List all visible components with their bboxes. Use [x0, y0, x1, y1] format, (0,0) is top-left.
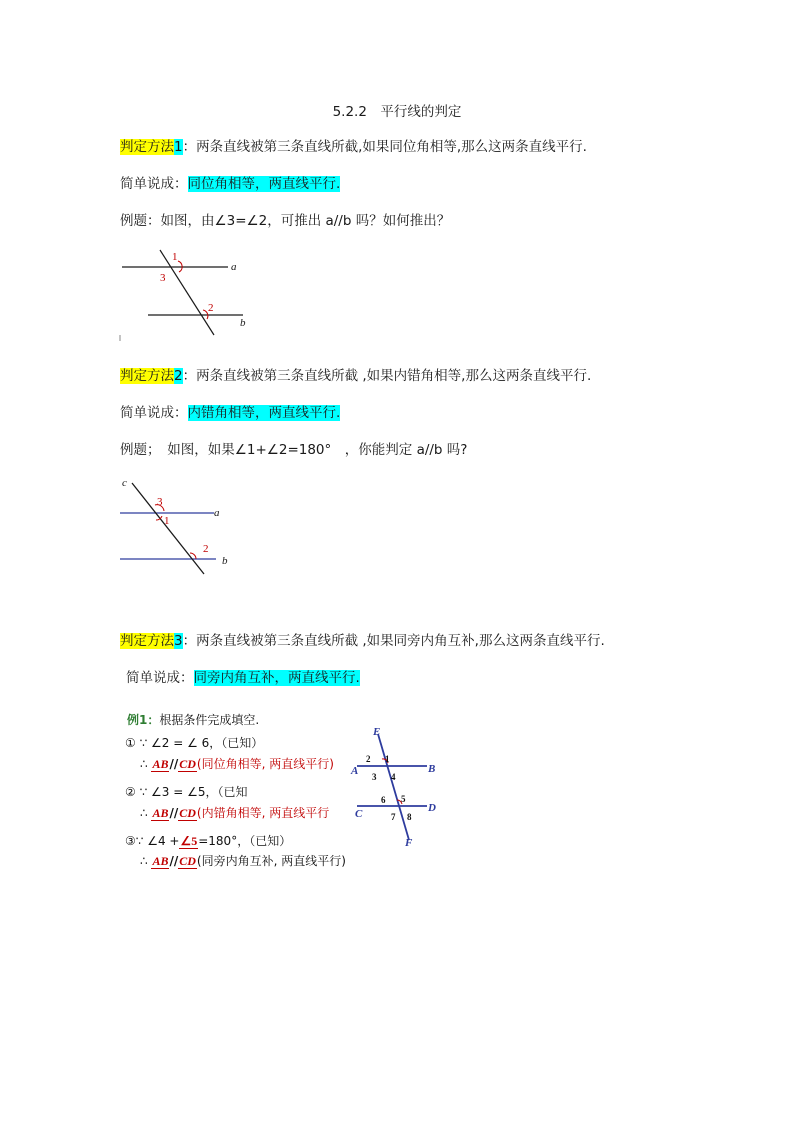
- exercise-item2-condition: ② ∵ ∠3 = ∠5，（已知: [125, 785, 248, 799]
- method2-text: ：两条直线被第三条直线所截 ,如果内错角相等,那么这两条直线平行.: [182, 368, 592, 384]
- page-title: 5.2.2 平行线的判定: [332, 104, 462, 120]
- therefore-symbol: ∴: [140, 854, 148, 868]
- fig2-label-a: a: [214, 507, 220, 519]
- method2-statement: [120, 366, 591, 386]
- method2-label: 判定方法: [120, 368, 174, 384]
- label-A: A: [351, 765, 359, 777]
- method1-label: 判定方法: [120, 139, 174, 155]
- exercise-item1-reason: (同位角相等, 两直线平行): [196, 757, 334, 771]
- blank-angle: ∠5: [180, 834, 198, 848]
- method3-label: 判定方法: [120, 633, 174, 649]
- parallel-symbol: //: [169, 757, 179, 771]
- method1-short: [120, 174, 340, 194]
- method3-text: ：两条直线被第三条直线所截 ,如果同旁内角互补,那么这两条直线平行.: [182, 633, 605, 649]
- exercise-item3-cond-post: =180°，（已知）: [198, 834, 292, 848]
- blank-cd: CD: [179, 757, 196, 771]
- figure-2: [118, 475, 248, 585]
- exercise-figure: [345, 722, 455, 852]
- exercise-item3-condition: [125, 833, 291, 849]
- blank-cd: CD: [179, 806, 196, 820]
- angle-label-1: 1: [385, 754, 390, 764]
- fig1-label-2: 2: [208, 302, 214, 314]
- method3-short-label: 简单说成：: [126, 670, 194, 686]
- method2-example: 例题； 如图，如果∠1+∠2=180° ，你能判定 a//b 吗?: [120, 442, 468, 458]
- blank-ab: AB: [152, 806, 169, 820]
- method2-num: 2: [174, 368, 183, 384]
- angle-label-7: 7: [391, 812, 396, 822]
- exercise-item3-conclusion: [140, 853, 346, 869]
- fig2-label-c: c: [122, 477, 127, 489]
- exercise-heading-text: 根据条件完成填空.: [159, 713, 260, 727]
- therefore-symbol: ∴: [140, 806, 148, 820]
- blank-ab: AB: [152, 757, 169, 771]
- figure-1: [118, 245, 258, 345]
- exercise-heading: [127, 712, 259, 728]
- label-E: E: [373, 726, 381, 738]
- fig2-label-b: b: [222, 555, 228, 567]
- method1-example: 例题：如图，由∠3=∠2，可推出 a//b 吗？如何推出？: [120, 213, 451, 229]
- angle-label-8: 8: [407, 812, 412, 822]
- method3-short-text: 同旁内角互补，两直线平行.: [193, 670, 360, 686]
- fig1-label-a: a: [231, 261, 237, 273]
- exercise-item2-reason: (内错角相等, 两直线平行: [196, 806, 330, 820]
- label-B: B: [428, 763, 436, 775]
- fig2-label-2: 2: [203, 543, 209, 555]
- angle-label-3: 3: [372, 772, 377, 782]
- exercise-item1-conclusion: [140, 756, 334, 772]
- exercise-heading-label: 例1：: [127, 713, 160, 727]
- label-C: C: [355, 808, 363, 820]
- therefore-symbol: ∴: [140, 757, 148, 771]
- fig2-label-3: 3: [157, 496, 163, 508]
- angle-label-4: 4: [391, 772, 396, 782]
- fig1-label-3: 3: [160, 272, 166, 284]
- exercise-item3-cond-pre: ③∵ ∠4 +: [125, 834, 180, 848]
- blank-ab: AB: [152, 854, 169, 868]
- exercise-item1-condition: ① ∵ ∠2 = ∠ 6，（已知）: [125, 736, 264, 750]
- method2-short-label: 简单说成：: [120, 405, 188, 421]
- angle-label-5: 5: [401, 794, 406, 804]
- method1-num: 1: [174, 139, 183, 155]
- exercise-item2-conclusion: [140, 805, 329, 821]
- line-ef: [378, 734, 409, 840]
- fig2-transversal: [132, 483, 204, 574]
- angle-label-2: 2: [366, 754, 371, 764]
- method2-short-text: 内错角相等，两直线平行.: [187, 405, 341, 421]
- method1-text: ：两条直线被第三条直线所截,如果同位角相等,那么这两条直线平行.: [182, 139, 587, 155]
- method3-num: 3: [174, 633, 183, 649]
- angle-label-6: 6: [381, 795, 386, 805]
- method1-short-text: 同位角相等，两直线平行.: [187, 176, 341, 192]
- parallel-symbol: //: [169, 854, 179, 868]
- method3-statement: [120, 631, 605, 651]
- method2-short: [120, 403, 340, 423]
- fig1-transversal: [160, 250, 214, 335]
- method3-short: [126, 668, 360, 688]
- exercise-item3-reason: (同旁内角互补, 两直线平行): [196, 854, 346, 868]
- method1-short-label: 简单说成：: [120, 176, 188, 192]
- parallel-symbol: //: [169, 806, 179, 820]
- label-F: F: [405, 837, 413, 849]
- label-D: D: [428, 802, 436, 814]
- blank-cd: CD: [179, 854, 196, 868]
- fig1-label-b: b: [240, 317, 246, 329]
- fig1-label-1: 1: [172, 251, 178, 263]
- fig2-label-1: 1: [164, 515, 170, 527]
- method1-statement: [120, 137, 587, 157]
